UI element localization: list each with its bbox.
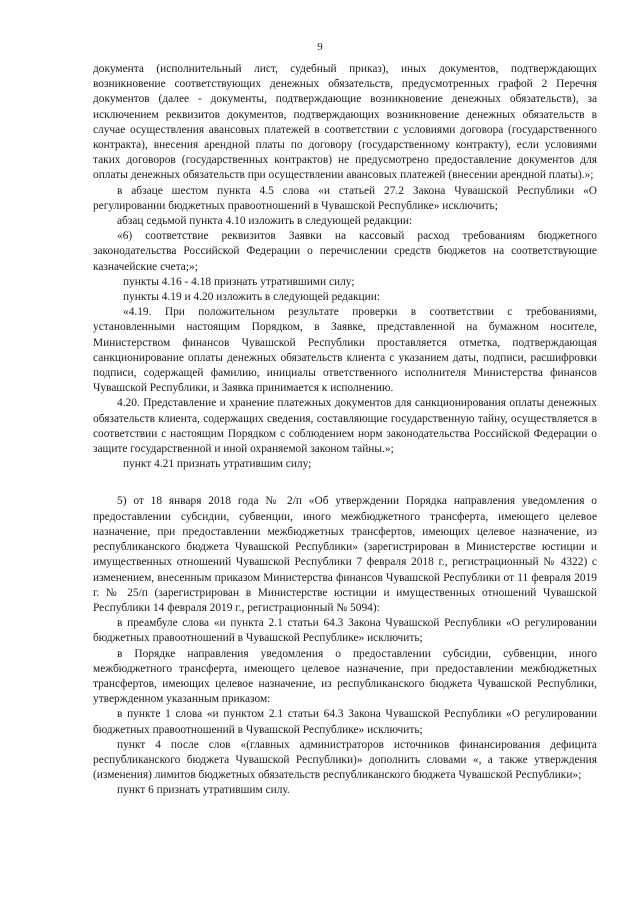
paragraph-gap (93, 472, 597, 494)
paragraph-4-21: пункт 4.21 признать утратившим силу; (123, 458, 312, 471)
paragraph-new-6: «6) соответствие реквизитов Заявки на кассовый расход требованиям бюджетного законодательства Российской Федерации о перечислении средств бюджетов на соответствующие казначейские счета;»; (93, 230, 597, 273)
paragraph-procedure: в Порядке направления уведомления о предоставлении субсидии, субвенции, иного межбюджетного трансферта, имеющего целевое назначение, при предоставлении межбюджетных трансфертов, имеющих целевое назначение, из республиканского бюджета Чувашской Республики, утвержденном указанным приказом: (93, 647, 597, 706)
page-number: 9 (317, 41, 323, 53)
paragraph-4-20: 4.20. Представление и хранение платежных документов для санкционирования оплаты денежных обязательств клиента, содержащих сведения, составляющие государственную тайну, осуществляется в соответствии с настоящим Порядком с соблюдением норм законодательства Российской Федерации о защите государственной и иной охраняемой законом тайны.»; (93, 397, 597, 456)
paragraph-continuation: документа (исполнительный лист, судебный приказ), иных документов, подтверждающих возникновение соответствующих денежных обязательств, предусмотренных графой 2 Перечня документов (далее - документы, подтверждающие возникновение денежных обязательств), за исключением реквизитов документов, подтверждающих возникновение денежных обязательств в случае осуществления авансовых платежей в соответствии с условиями договора (государственного контракта), внесения арендной платы по договору (государственному контракту), если условиями таких договоров (государственных контрактов) не предусмотрено предоставление документов для оплаты денежных обязательств при осуществлении авансовых платежей (внесении арендной платы).»; (93, 63, 597, 182)
document-body (93, 62, 597, 799)
paragraph-amend-4-5: в абзаце шестом пункта 4.5 слова «и статьей 27.2 Закона Чувашской Республики «О регулировании бюджетных правоотношений в Чувашской Республике» исключить; (93, 184, 597, 212)
paragraph-amend-4-10: абзац седьмой пункта 4.10 изложить в следующей редакции: (117, 215, 413, 228)
paragraph-item-5: 5) от 18 января 2018 года № 2/п «Об утверждении Порядка направления уведомления о предоставлении субсидии, субвенции, иного межбюджетного трансферта, имеющего целевое назначение, при предоставлении межбюджетных трансфертов, имеющих целевое назначение, из республиканского бюджета Чувашской Республики» (зарегистрирован в Министерстве юстиции и имущественных отношений Чувашской Республики 7 февраля 2018 г., регистрационный № 4322) с изменением, внесенным приказом Министерства финансов Чувашской Республики от 11 февраля 2019 г. № 25/п (зарегистрирован в Министерстве юстиции и имущественных отношений Чувашской Республики 14 февраля 2019 г., регистрационный № 5094): (93, 495, 597, 614)
paragraph-point-6: пункт 6 признать утратившим силу. (117, 784, 290, 797)
paragraph-4-19-4-20: пункты 4.19 и 4.20 изложить в следующей редакции: (123, 291, 381, 304)
paragraph-point-1: в пункте 1 слова «и пунктом 2.1 статьи 64.3 Закона Чувашской Республики «О регулировании бюджетных правоотношений в Чувашской Республике» исключить; (93, 708, 597, 736)
paragraph-4-19: «4.19. При положительном результате проверки в соответствии с требованиями, установленными настоящим Порядком, в Заявке, представленной на бумажном носителе, Министерством финансов Чувашской Республики проставляется отметка, подтверждающая санкционирование оплаты денежных обязательств клиента с указанием даты, подписи, расшифровки подписи, содержащей фамилию, инициалы ответственного исполнителя Министерства финансов Чувашской Республики, и Заявка принимается к исполнению. (93, 306, 597, 395)
paragraph-4-16-4-18: пункты 4.16 - 4.18 признать утратившими силу; (123, 275, 355, 288)
paragraph-point-4: пункт 4 после слов «(главных администраторов источников финансирования дефицита республиканского бюджета Чувашской Республики)» дополнить словами «, а также утверждения (изменения) лимитов бюджетных обязательств республиканского бюджета Чувашской Республики»; (93, 738, 597, 782)
paragraph-preamble: в преамбуле слова «и пункта 2.1 статьи 64.3 Закона Чувашской Республики «О регулировании бюджетных правоотношений в Чувашской Республике» исключить; (93, 617, 597, 645)
